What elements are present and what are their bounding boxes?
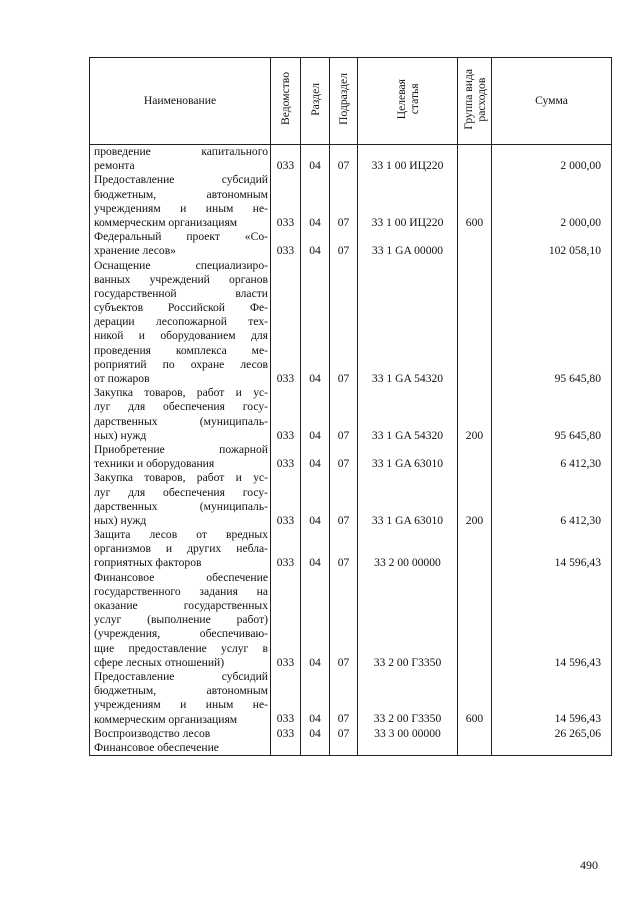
table-row (90, 259, 612, 387)
row-celevaya-cell: 33 1 GA 63010 (358, 471, 458, 528)
row-ved-cell: 033 (271, 145, 301, 174)
row-name-cell (90, 741, 271, 756)
table-row (90, 528, 612, 571)
row-celevaya-cell: 33 1 GA 63010 (358, 443, 458, 471)
row-gruppa-cell: 200 (458, 471, 492, 528)
table-row (90, 471, 612, 528)
row-razdel-cell: 04 (301, 386, 330, 443)
header-razdel-text: Раздел (308, 82, 322, 116)
row-name-line: государственного задания на (94, 584, 268, 598)
row-summa-cell: 14 596,43 (492, 571, 612, 670)
header-podrazdel-text: Подраздел (337, 72, 350, 125)
row-name-line: (учреждения, обеспечиваю- (94, 627, 268, 641)
row-name-line: Закупка товаров, работ и ус- (94, 386, 268, 400)
row-celevaya-cell: 33 3 00 00000 (358, 727, 458, 741)
table-header (90, 58, 612, 145)
row-razdel-cell: 04 (301, 670, 330, 727)
header-summa (492, 58, 612, 145)
row-name-cell (90, 230, 271, 258)
row-summa-cell: 95 645,80 (492, 259, 612, 387)
row-name-line: субъектов Российской Фе- (94, 301, 268, 315)
row-name-line: ремонта (94, 159, 135, 173)
row-ved-cell: 033 (271, 670, 301, 727)
row-ved-cell (271, 741, 301, 756)
row-name-line: луг для обеспечения госу- (94, 485, 268, 499)
row-gruppa-cell (458, 727, 492, 741)
row-name-cell (90, 670, 271, 727)
row-celevaya-cell: 33 1 00 ИЦ220 (358, 145, 458, 174)
row-name-line: Закупка товаров, работ и ус- (94, 471, 268, 485)
header-podrazdel (330, 58, 358, 145)
table-body (90, 145, 612, 756)
row-name-line: роприятий по охране лесов (94, 357, 268, 371)
row-gruppa-cell: 200 (458, 386, 492, 443)
row-summa-cell: 14 596,43 (492, 670, 612, 727)
row-name-line: проведение капитального (94, 145, 268, 158)
row-razdel-cell: 04 (301, 571, 330, 670)
row-gruppa-cell (458, 259, 492, 387)
row-name-line: коммерческим организациям (94, 712, 238, 726)
row-razdel-cell: 04 (301, 443, 330, 471)
row-podrazdel-cell: 07 (330, 145, 358, 174)
table-row (90, 230, 612, 258)
row-razdel-cell: 04 (301, 471, 330, 528)
row-celevaya-cell: 33 2 00 Г3350 (358, 571, 458, 670)
row-celevaya-cell: 33 1 GA 00000 (358, 230, 458, 258)
header-gruppa-text: Группа вида расходов (461, 68, 488, 130)
row-name-line: государственной власти (94, 286, 268, 300)
row-name-line: Воспроизводство лесов (94, 726, 211, 740)
header-celevaya-text: Целевая статья (394, 78, 421, 120)
table-row (90, 727, 612, 741)
row-name-line: Финансовое обеспечение (94, 570, 268, 584)
table-row (90, 670, 612, 727)
row-name-line: учреждениям и иным не- (94, 698, 268, 712)
row-name-line: учреждениям и иным не- (94, 201, 268, 215)
row-name-cell (90, 173, 271, 230)
header-gruppa (458, 58, 492, 145)
row-name-cell (90, 386, 271, 443)
row-celevaya-cell (358, 741, 458, 756)
table-row (90, 386, 612, 443)
row-gruppa-cell: 600 (458, 173, 492, 230)
header-ved (271, 58, 301, 145)
row-razdel-cell (301, 741, 330, 756)
row-razdel-cell: 04 (301, 259, 330, 387)
table-row (90, 741, 612, 756)
row-summa-cell: 102 058,10 (492, 230, 612, 258)
row-name-line: Федеральный проект «Со- (94, 230, 268, 244)
row-name-line: услуг (выполнение работ) (94, 613, 268, 627)
row-razdel-cell: 04 (301, 145, 330, 174)
row-gruppa-cell (458, 741, 492, 756)
row-name-line: луг для обеспечения госу- (94, 400, 268, 414)
row-ved-cell: 033 (271, 443, 301, 471)
row-gruppa-cell (458, 571, 492, 670)
row-celevaya-cell: 33 2 00 00000 (358, 528, 458, 571)
row-name-line: проведения комплекса ме- (94, 343, 268, 357)
row-podrazdel-cell: 07 (330, 727, 358, 741)
row-name-line: Предоставление субсидий (94, 173, 268, 187)
row-name-cell (90, 443, 271, 471)
row-podrazdel-cell: 07 (330, 571, 358, 670)
table-row (90, 145, 612, 174)
row-summa-cell: 6 412,30 (492, 471, 612, 528)
row-name-line: дарственных (муниципаль- (94, 499, 268, 513)
row-podrazdel-cell: 07 (330, 386, 358, 443)
row-podrazdel-cell: 07 (330, 670, 358, 727)
row-name-cell (90, 259, 271, 387)
row-razdel-cell: 04 (301, 173, 330, 230)
header-name-text: Наименование (143, 93, 217, 107)
row-celevaya-cell: 33 1 00 ИЦ220 (358, 173, 458, 230)
row-name-line: щие предоставление услуг в (94, 641, 268, 655)
row-name-line: сфере лесных отношений) (94, 655, 225, 669)
row-name-line: техники и оборудования (94, 457, 215, 471)
row-name-cell (90, 528, 271, 571)
row-razdel-cell: 04 (301, 230, 330, 258)
row-ved-cell: 033 (271, 230, 301, 258)
row-podrazdel-cell: 07 (330, 471, 358, 528)
row-razdel-cell: 04 (301, 727, 330, 741)
header-ved-text: Ведомство (279, 72, 292, 126)
row-name-line: дерации лесопожарной тех- (94, 315, 268, 329)
row-name-line: бюджетным, автономным (94, 187, 268, 201)
row-name-line: оказание государственных (94, 599, 268, 612)
row-name-line: организмов и других небла- (94, 542, 268, 556)
header-celevaya (358, 58, 458, 145)
page-number: 490 (580, 858, 598, 872)
row-podrazdel-cell: 07 (330, 528, 358, 571)
row-name-cell (90, 571, 271, 670)
row-celevaya-cell: 33 1 GA 54320 (358, 259, 458, 387)
row-ved-cell: 033 (271, 528, 301, 571)
row-celevaya-cell: 33 1 GA 54320 (358, 386, 458, 443)
table-row (90, 173, 612, 230)
row-ved-cell: 033 (271, 386, 301, 443)
row-summa-cell: 2 000,00 (492, 145, 612, 174)
table-row (90, 443, 612, 471)
row-name-cell (90, 727, 271, 741)
row-name-line: хранение лесов» (94, 244, 176, 258)
row-name-line: Предоставление субсидий (94, 669, 268, 683)
row-summa-cell: 95 645,80 (492, 386, 612, 443)
row-celevaya-cell: 33 2 00 Г3350 (358, 670, 458, 727)
row-name-line: никой и оборудованием для (94, 329, 268, 343)
header-summa-text: Сумма (535, 93, 568, 107)
row-ved-cell: 033 (271, 173, 301, 230)
row-name-line: ных) нужд (94, 513, 147, 527)
row-podrazdel-cell: 07 (330, 259, 358, 387)
row-summa-cell: 14 596,43 (492, 528, 612, 571)
header-razdel (301, 58, 330, 145)
row-summa-cell: 6 412,30 (492, 443, 612, 471)
row-summa-cell (492, 741, 612, 756)
budget-table (89, 57, 612, 756)
row-summa-cell: 26 265,06 (492, 727, 612, 741)
row-name-line: от пожаров (94, 372, 150, 385)
row-name-line: ных) нужд (94, 428, 147, 442)
row-podrazdel-cell: 07 (330, 173, 358, 230)
row-name-cell (90, 471, 271, 528)
row-gruppa-cell (458, 145, 492, 174)
row-podrazdel-cell: 07 (330, 443, 358, 471)
row-ved-cell: 033 (271, 727, 301, 741)
row-name-line: Защита лесов от вредных (94, 528, 268, 542)
row-name-line: Приобретение пожарной (94, 442, 268, 456)
row-razdel-cell: 04 (301, 528, 330, 571)
row-name-line: гоприятных факторов (94, 556, 202, 570)
row-name-line: Оснащение специализиро- (94, 258, 268, 272)
row-ved-cell: 033 (271, 259, 301, 387)
header-name (90, 58, 271, 145)
row-ved-cell: 033 (271, 571, 301, 670)
row-gruppa-cell (458, 230, 492, 258)
row-summa-cell: 2 000,00 (492, 173, 612, 230)
row-name-line: дарственных (муниципаль- (94, 414, 268, 428)
row-gruppa-cell (458, 528, 492, 571)
row-gruppa-cell: 600 (458, 670, 492, 727)
row-name-line: Финансовое обеспечение (94, 740, 219, 754)
row-name-line: бюджетным, автономным (94, 684, 268, 698)
row-name-cell (90, 145, 271, 174)
row-podrazdel-cell (330, 741, 358, 756)
row-ved-cell: 033 (271, 471, 301, 528)
row-name-line: коммерческим организациям (94, 215, 238, 229)
table-row (90, 571, 612, 670)
row-podrazdel-cell: 07 (330, 230, 358, 258)
row-gruppa-cell (458, 443, 492, 471)
row-name-line: ванных учреждений органов (94, 272, 268, 286)
